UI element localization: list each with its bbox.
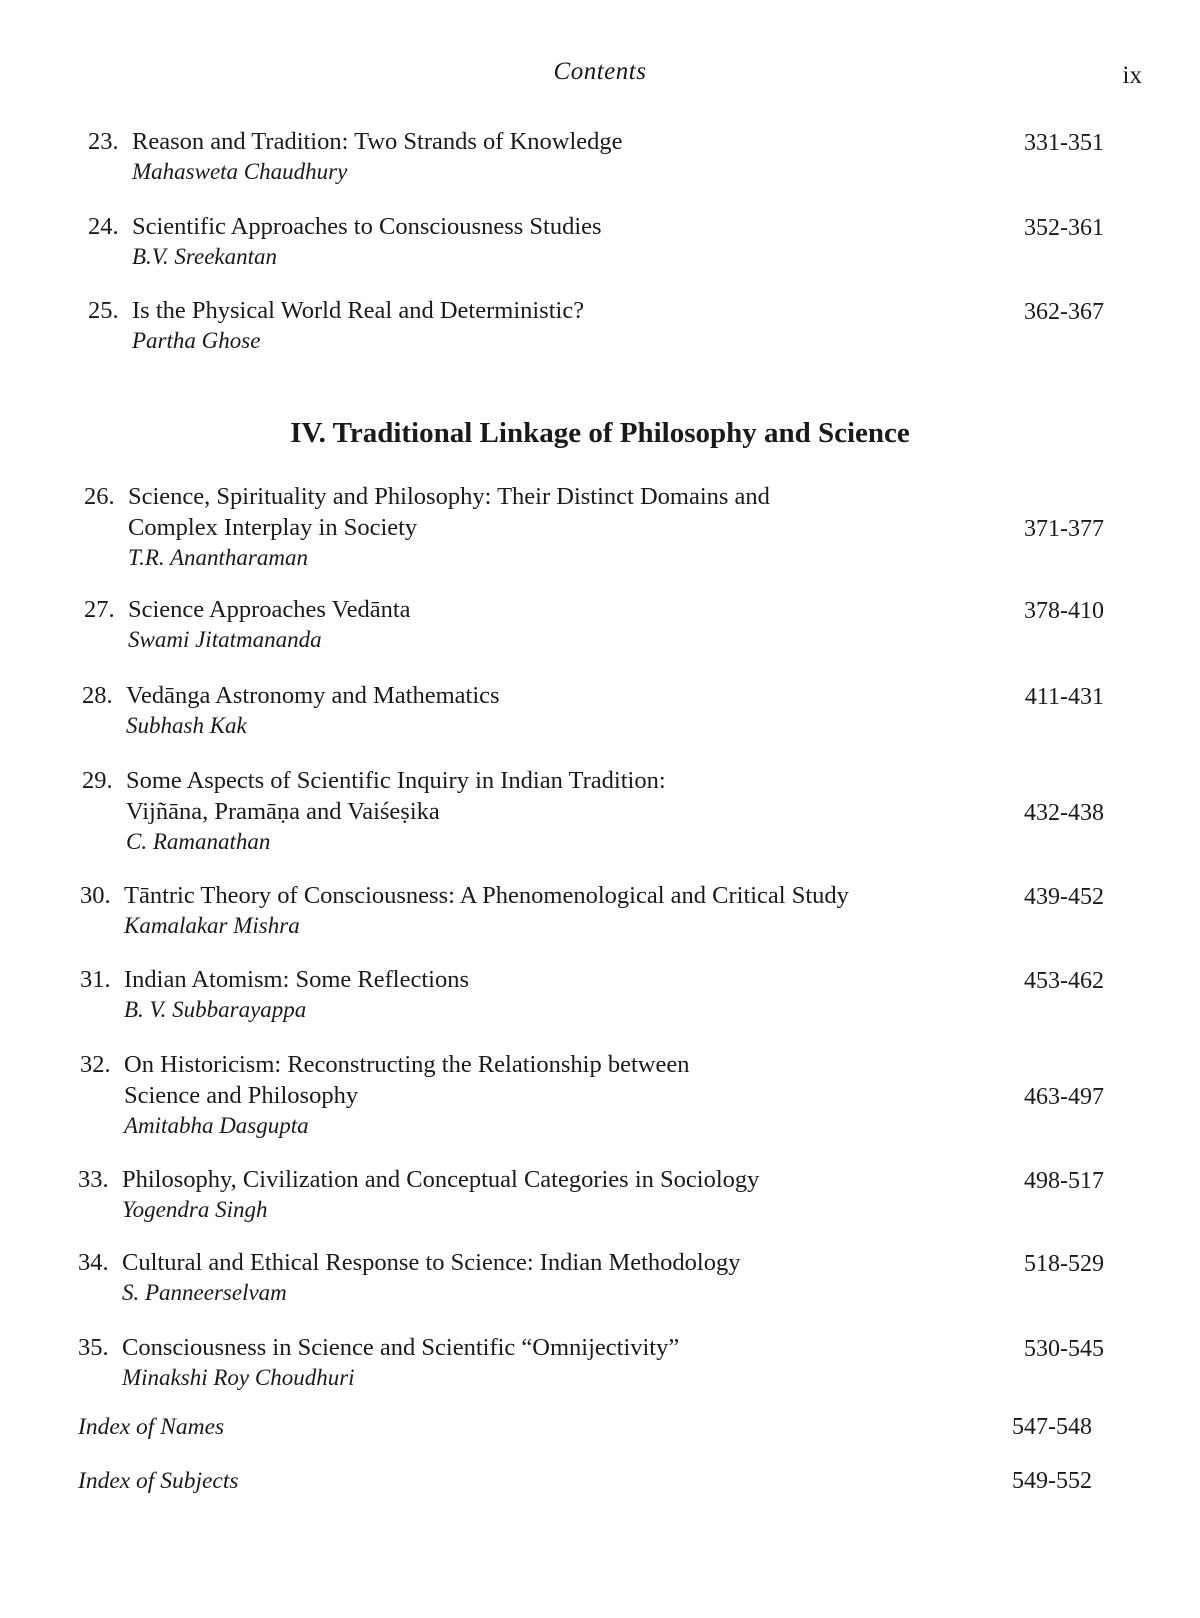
entry-number: 23. xyxy=(88,128,119,155)
entry-page-range: 463-497 xyxy=(1024,1084,1104,1110)
entry-title: Science Approaches Vedānta xyxy=(128,596,411,623)
entry-number: 25. xyxy=(88,297,119,324)
index-label: Index of Names xyxy=(78,1414,225,1440)
toc-entry xyxy=(84,481,1104,573)
toc-entry xyxy=(78,1332,1104,1393)
entry-number: 33. xyxy=(78,1166,109,1193)
entry-page-range: 453-462 xyxy=(1024,968,1104,994)
entry-author: Minakshi Roy Choudhuri xyxy=(122,1365,355,1390)
entry-author: Mahasweta Chaudhury xyxy=(132,159,348,184)
toc-entry xyxy=(88,126,1104,187)
entry-author: Yogendra Singh xyxy=(122,1197,268,1222)
entry-number: 34. xyxy=(78,1249,109,1276)
entry-page-range: 378-410 xyxy=(1024,598,1104,624)
entry-page-range: 331-351 xyxy=(1024,130,1104,156)
entry-title-continued: Science and Philosophy xyxy=(124,1082,359,1109)
entry-author: Partha Ghose xyxy=(132,328,261,353)
entry-number: 30. xyxy=(80,882,111,909)
entry-page-range: 352-361 xyxy=(1024,215,1104,241)
index-entry xyxy=(78,1468,1092,1495)
toc-entry xyxy=(80,1049,1104,1141)
entry-number: 28. xyxy=(82,682,113,709)
index-page-range: 547-548 xyxy=(1012,1414,1092,1440)
entry-number: 29. xyxy=(82,767,113,794)
entry-page-range: 362-367 xyxy=(1024,299,1104,325)
toc-entry xyxy=(88,211,1104,272)
entry-author: S. Panneerselvam xyxy=(122,1280,287,1305)
entry-author: B. V. Subbarayappa xyxy=(124,997,307,1022)
index-label: Index of Subjects xyxy=(78,1468,239,1494)
entry-page-range: 498-517 xyxy=(1024,1168,1104,1194)
section-heading: IV. Traditional Linkage of Philosophy and Science xyxy=(290,417,910,449)
entry-author: Kamalakar Mishra xyxy=(124,913,300,938)
entry-title: Scientific Approaches to Consciousness Studies xyxy=(132,213,602,240)
entry-number: 27. xyxy=(84,596,115,623)
entry-author: Subhash Kak xyxy=(126,713,247,738)
entry-title: Cultural and Ethical Response to Science: Indian Methodology xyxy=(122,1249,741,1276)
entry-page-range: 518-529 xyxy=(1024,1251,1104,1277)
entry-title-continued: Complex Interplay in Society xyxy=(128,514,418,541)
entry-title: On Historicism: Reconstructing the Relationship between xyxy=(124,1051,690,1078)
entry-number: 26. xyxy=(84,483,115,510)
entry-title: Philosophy, Civilization and Conceptual Categories in Sociology xyxy=(122,1166,760,1193)
entry-title: Some Aspects of Scientific Inquiry in Indian Tradition: xyxy=(126,767,666,794)
entry-title: Vedānga Astronomy and Mathematics xyxy=(126,682,500,709)
entry-number: 31. xyxy=(80,966,111,993)
toc-entry xyxy=(88,295,1104,356)
entry-author: Swami Jitatmananda xyxy=(128,627,322,652)
toc-entry xyxy=(82,680,1104,741)
entry-number: 35. xyxy=(78,1334,109,1361)
entry-author: B.V. Sreekantan xyxy=(132,244,277,269)
entry-title: Is the Physical World Real and Deterministic? xyxy=(132,297,585,324)
entry-title: Reason and Tradition: Two Strands of Knowledge xyxy=(132,128,623,155)
entry-number: 32. xyxy=(80,1051,111,1078)
entry-title: Indian Atomism: Some Reflections xyxy=(124,966,470,993)
entry-page-range: 432-438 xyxy=(1024,800,1104,826)
entry-title-continued: Vijñāna, Pramāṇa and Vaiśeṣika xyxy=(126,798,440,825)
toc-entry xyxy=(82,765,1104,857)
running-title: Contents xyxy=(553,58,647,85)
toc-entry xyxy=(78,1247,1104,1308)
entry-page-range: 411-431 xyxy=(1024,684,1104,710)
page-number: ix xyxy=(1122,62,1142,89)
toc-entry xyxy=(80,964,1104,1025)
entry-page-range: 439-452 xyxy=(1024,884,1104,910)
toc-entry xyxy=(80,880,1104,941)
index-page-range: 549-552 xyxy=(1012,1468,1092,1494)
entry-author: Amitabha Dasgupta xyxy=(124,1113,309,1138)
toc-entry xyxy=(78,1164,1104,1225)
entry-author: T.R. Anantharaman xyxy=(128,545,308,570)
index-entry xyxy=(78,1414,1092,1441)
entry-number: 24. xyxy=(88,213,119,240)
entry-page-range: 530-545 xyxy=(1024,1336,1104,1362)
entry-author: C. Ramanathan xyxy=(126,829,271,854)
toc-entry xyxy=(84,594,1104,655)
entry-title: Science, Spirituality and Philosophy: Their Distinct Domains and xyxy=(128,483,770,510)
entry-page-range: 371-377 xyxy=(1024,516,1104,542)
entry-title: Tāntric Theory of Consciousness: A Phenomenological and Critical Study xyxy=(124,882,849,909)
entry-title: Consciousness in Science and Scientific “Omnijectivity” xyxy=(122,1334,680,1361)
